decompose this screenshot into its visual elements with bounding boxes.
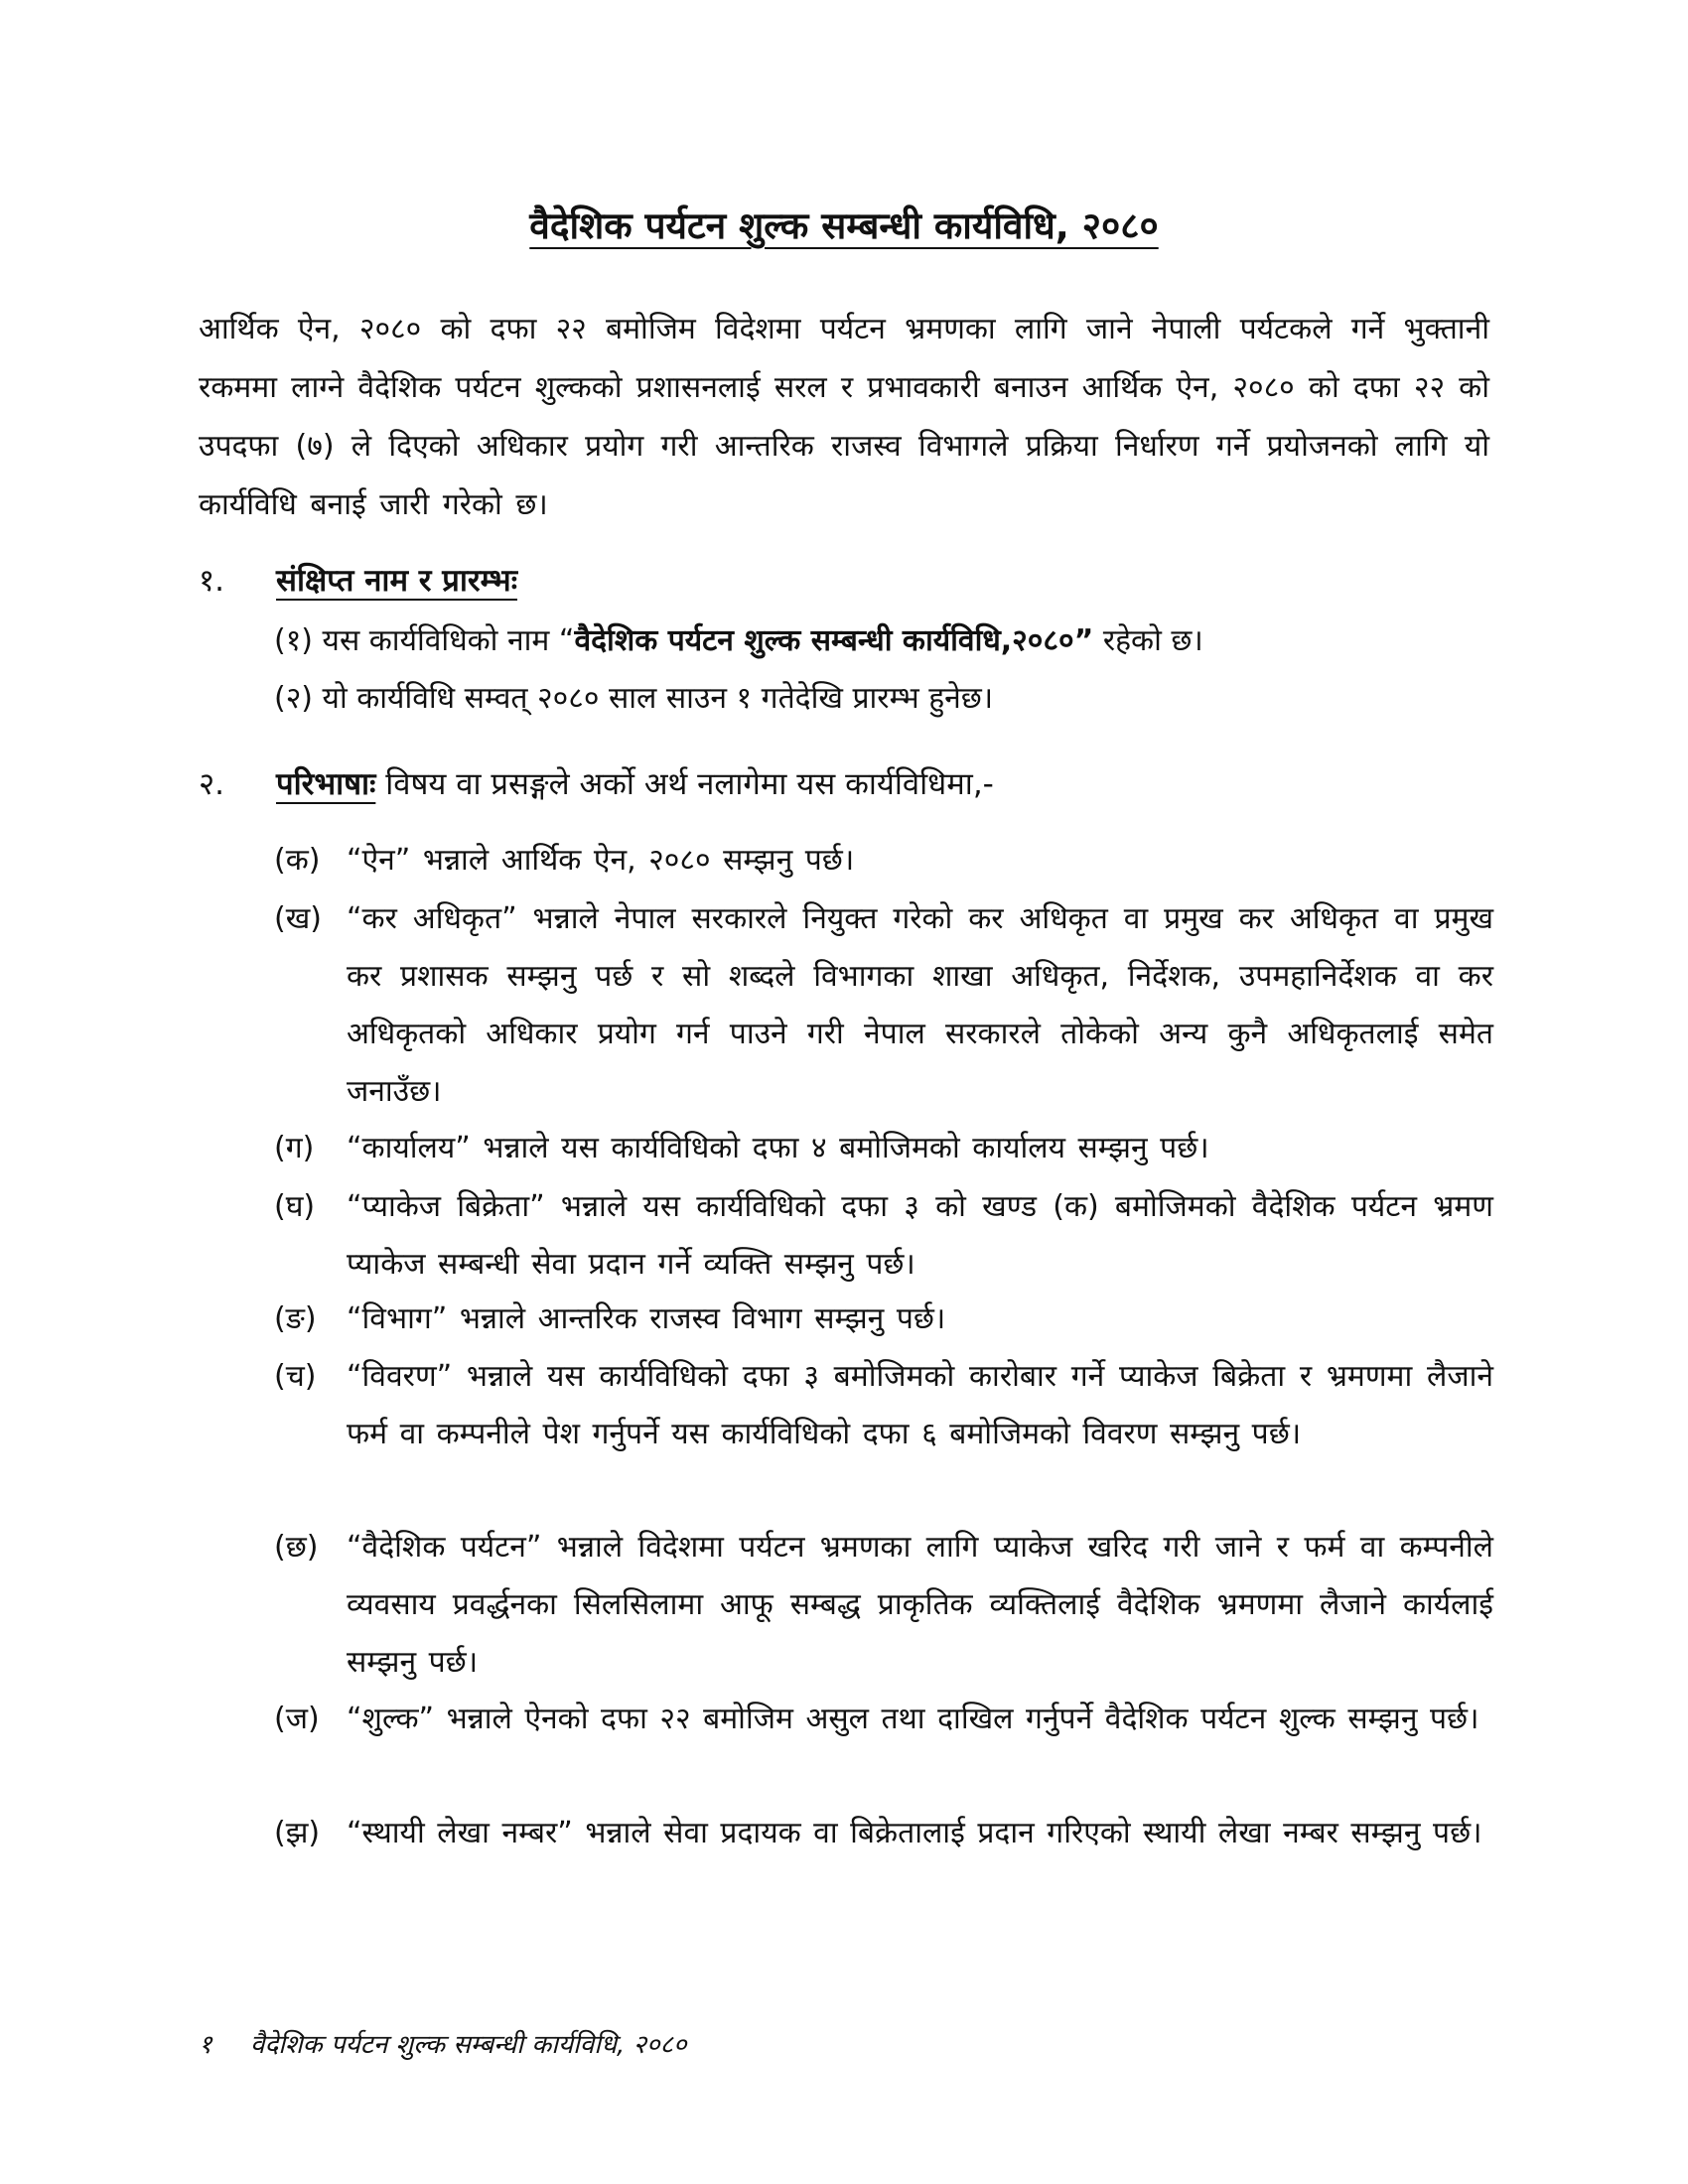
definition-cha <box>274 1348 1493 1463</box>
preamble-paragraph: आर्थिक ऐन, २०८० को दफा २२ बमोजिम विदेशमा पर्यटन भ्रमणका लागि जाने नेपाली पर्यटकले गर्ने भुक्तानी रकममा लाग्ने वैदेशिक पर्यटन शुल्कको प्रशासनलाई सरल र प्रभावकारी बनाउन आर्थिक ऐन, २०८० को दफा २२ को उपदफा (७) ले दिएको अधिकार प्रयोग गरी आन्तरिक राजस्व विभागले प्रक्रिया निर्धारण गर्ने प्रयोजनको लागि यो कार्यविधि बनाई जारी गरेको छ। <box>199 312 1489 522</box>
section-2-lead: विषय वा प्रसङ्गले अर्को अर्थ नलागेमा यस कार्यविधिमा,- <box>375 766 994 802</box>
definition-label: (च) <box>274 1359 317 1394</box>
section-1-heading <box>199 551 1489 611</box>
definition-label: (घ) <box>274 1189 316 1224</box>
section-2-heading <box>199 754 1489 814</box>
definition-label: (क) <box>274 843 321 878</box>
section-1-clause-1 <box>274 612 1495 671</box>
definition-text: “कार्यालय” भन्नाले यस कार्यविधिको दफा ४ बमोजिमको कार्यालय सम्झनु पर्छ। <box>347 1131 1209 1165</box>
definition-label: (झ) <box>274 1816 321 1850</box>
definition-text: “स्थायी लेखा नम्बर” भन्नाले सेवा प्रदायक वा बिक्रेतालाई प्रदान गरिएको स्थायी लेखा नम्बर सम्झनु पर्छ। <box>347 1816 1482 1850</box>
definition-text: “ऐन” भन्नाले आर्थिक ऐन, २०८० सम्झनु पर्छ। <box>347 843 855 878</box>
definition-label: (ख) <box>274 901 322 936</box>
definition-text: “शुल्क” भन्नाले ऐनको दफा २२ बमोजिम असुल तथा दाखिल गर्नुपर्ने वैदेशिक पर्यटन शुल्क सम्झनु पर्छ। <box>347 1702 1479 1736</box>
clause-1-suffix: रहेको छ। <box>1093 623 1203 658</box>
section-1-number: १. <box>199 563 224 599</box>
definition-text: “विवरण” भन्नाले यस कार्यविधिको दफा ३ बमोजिमको कारोबार गर्ने प्याकेज बिक्रेता र भ्रमणमा लैजाने फर्म वा कम्पनीले पेश गर्नुपर्ने यस कार्यविधिको दफा ६ बमोजिमको विवरण सम्झनु पर्छ। <box>347 1359 1493 1451</box>
definition-text: “प्याकेज बिक्रेता” भन्नाले यस कार्यविधिको दफा ३ को खण्ड (क) बमोजिमको वैदेशिक पर्यटन भ्रमण प्याकेज सम्बन्धी सेवा प्रदान गर्ने व्यक्ति सम्झनु पर्छ। <box>347 1189 1493 1282</box>
clause-1-prefix: (१) यस कार्यविधिको नाम “ <box>274 623 575 658</box>
definition-text: “वैदेशिक पर्यटन” भन्नाले विदेशमा पर्यटन भ्रमणका लागि प्याकेज खरिद गरी जाने र फर्म वा कम्पनीले व्यवसाय प्रवर्द्धनका सिलसिलामा आफू सम्बद्ध प्राकृतिक व्यक्तिलाई वैदेशिक भ्रमणमा लैजाने कार्यलाई सम्झनु पर्छ। <box>347 1530 1493 1680</box>
definition-jha <box>274 1805 1493 1862</box>
section-2-title: परिभाषाः <box>276 766 376 802</box>
document-title-text: वैदेशिक पर्यटन शुल्क सम्बन्धी कार्यविधि, २०८० <box>529 205 1159 247</box>
definition-chha <box>274 1519 1493 1692</box>
definition-label: (ग) <box>274 1131 315 1165</box>
section-1-clause-2: (२) यो कार्यविधि सम्वत् २०८० साल साउन १ गतेदेखि प्रारम्भ हुनेछ। <box>274 681 994 716</box>
definition-gha <box>274 1178 1493 1294</box>
definition-text: “विभाग” भन्नाले आन्तरिक राजस्व विभाग सम्झनु पर्छ। <box>347 1301 946 1336</box>
definition-ga <box>274 1120 1493 1177</box>
definition-nga <box>274 1291 1493 1348</box>
definition-ka <box>274 832 1493 889</box>
footer-text: वैदेशिक पर्यटन शुल्क सम्बन्धी कार्यविधि, २०८० <box>250 2030 687 2060</box>
definition-kha <box>274 890 1493 1121</box>
section-1-title: संक्षिप्त नाम र प्रारम्भः <box>276 563 517 599</box>
page-footer <box>199 2025 1092 2065</box>
definition-label: (ज) <box>274 1702 320 1736</box>
definition-label: (ङ) <box>274 1301 317 1336</box>
definition-text: “कर अधिकृत” भन्नाले नेपाल सरकारले नियुक्त गरेको कर अधिकृत वा प्रमुख कर अधिकृत वा प्रमुख कर प्रशासक सम्झनु पर्छ र सो शब्दले विभागका शाखा अधिकृत, निर्देशक, उपमहानिर्देशक वा कर अधिकृतको अधिकार प्रयोग गर्न पाउने गरी नेपाल सरकारले तोकेको अन्य कुनै अधिकृतलाई समेत जनाउँछ। <box>347 901 1493 1109</box>
page-number: १ <box>199 2030 212 2060</box>
procedure-name-bold: वैदेशिक पर्यटन शुल्क सम्बन्धी कार्यविधि,२०८०” <box>574 623 1094 658</box>
definition-ja <box>274 1691 1493 1748</box>
document-title <box>0 199 1688 254</box>
definition-label: (छ) <box>274 1530 319 1565</box>
section-2-number: २. <box>199 766 224 802</box>
